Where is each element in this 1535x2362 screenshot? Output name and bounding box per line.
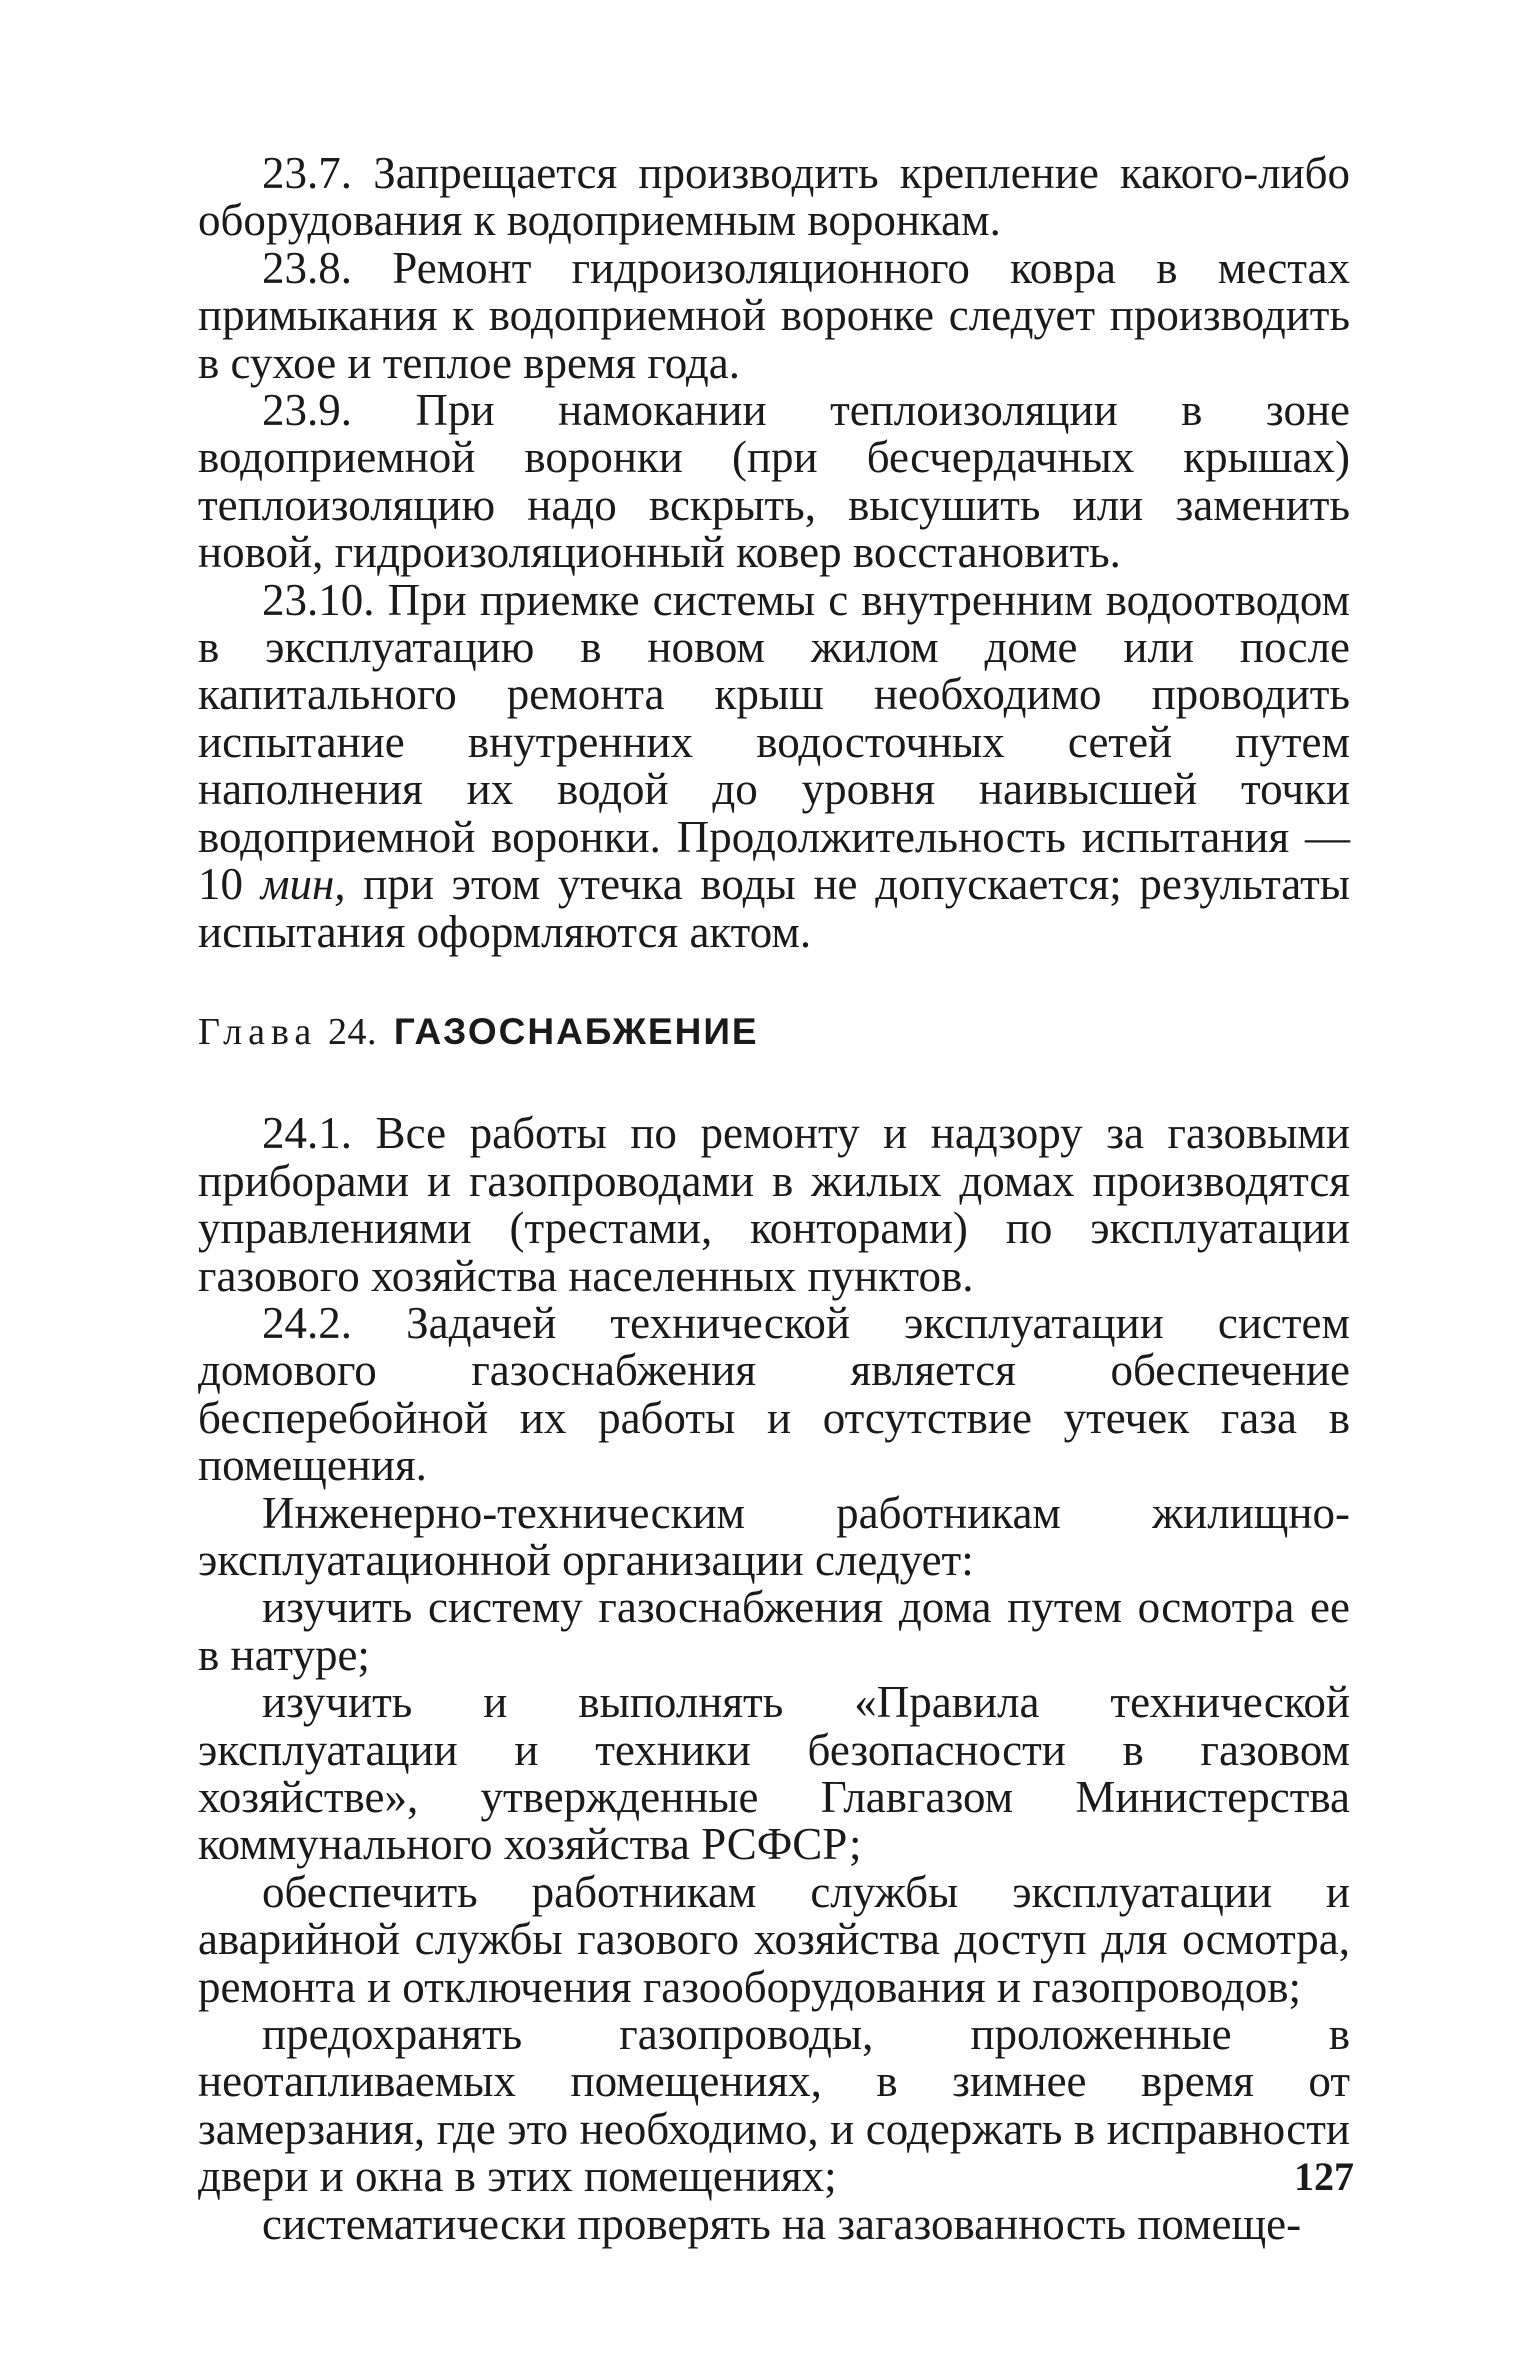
list-item: изучить и выполнять «Правила технической эксплуатации и техники безопасности в газовом хозяйстве», утвержденные Главгазом Министерства коммунального хозяйства РСФСР; [198,1677,1350,1870]
paragraph-23-7: 23.7. Запрещается производить крепление какого-либо оборудования к водоприемным воронкам. [198,148,1350,246]
chapter-number: 24. [328,1010,378,1053]
paragraph-23-8: 23.8. Ремонт гидроизоляционного ковра в местах примыкания к водоприемной воронке следует производить в сухое и теплое время года. [198,242,1350,388]
list-item: изучить систему газоснабжения дома путем осмотра ее в натуре; [198,1582,1350,1680]
paragraph-23-10-unit: мин, [260,859,346,910]
paragraph-23-10-tail: при этом утечка воды не допускается; результаты испытания оформляются актом. [198,859,1350,957]
paragraph-staff-intro: Инженерно-техническим работникам жилищно-эксплуатационной организации следует: [198,1487,1350,1585]
paragraph-24-1: 24.1. Все работы по ремонту и надзору за газовыми приборами и газопроводами в жилых домах производятся управлениями (трестами, конторами) по эксплуатации газового хозяйства населенных пунктов. [198,1108,1350,1301]
paragraph-23-10 [198,574,1350,957]
paragraph-23-10-text: 23.10. При приемке системы с внутренним водоотводом в эксплуатацию в новом жилом доме или после капитального ремонта крыш необходимо проводить испытание внутренних водосточных сетей путем наполнения их водой до уровня наивысшей точки водоприемной воронки. Продолжительность испытания — 10 [198,574,1350,910]
list-item: обеспечить работникам службы эксплуатации и аварийной службы газового хозяйства доступ для осмотра, ремонта и отключения газооборудования и газопроводов; [198,1866,1350,2012]
list-item: систематически проверять на загазованность помеще- [262,2198,1302,2249]
chapter-label: Глава [198,1010,318,1053]
list-item: предохранять газопроводы, проложенные в неотапливаемых помещениях, в зимнее время от замерзания, где это необходимо, и содержать в исправности двери и окна в этих помещениях; [198,2009,1350,2202]
chapter-heading [198,1008,1350,1056]
chapter-title: ГАЗОСНАБЖЕНИЕ [393,1010,759,1052]
paragraph-24-2: 24.2. Задачей технической эксплуатации систем домового газоснабжения является обеспечение бесперебойной их работы и отсутствие утечек газа в помещения. [198,1297,1350,1491]
paragraph-23-9: 23.9. При намокании теплоизоляции в зоне водоприемной воронки (при бесчердачных крышах) теплоизоляцию надо вскрыть, высушить или заменить новой, гидроизоляционный ковер восстановить. [198,385,1350,578]
page-body [198,150,1350,2248]
page-number: 127 [1294,2154,1354,2199]
